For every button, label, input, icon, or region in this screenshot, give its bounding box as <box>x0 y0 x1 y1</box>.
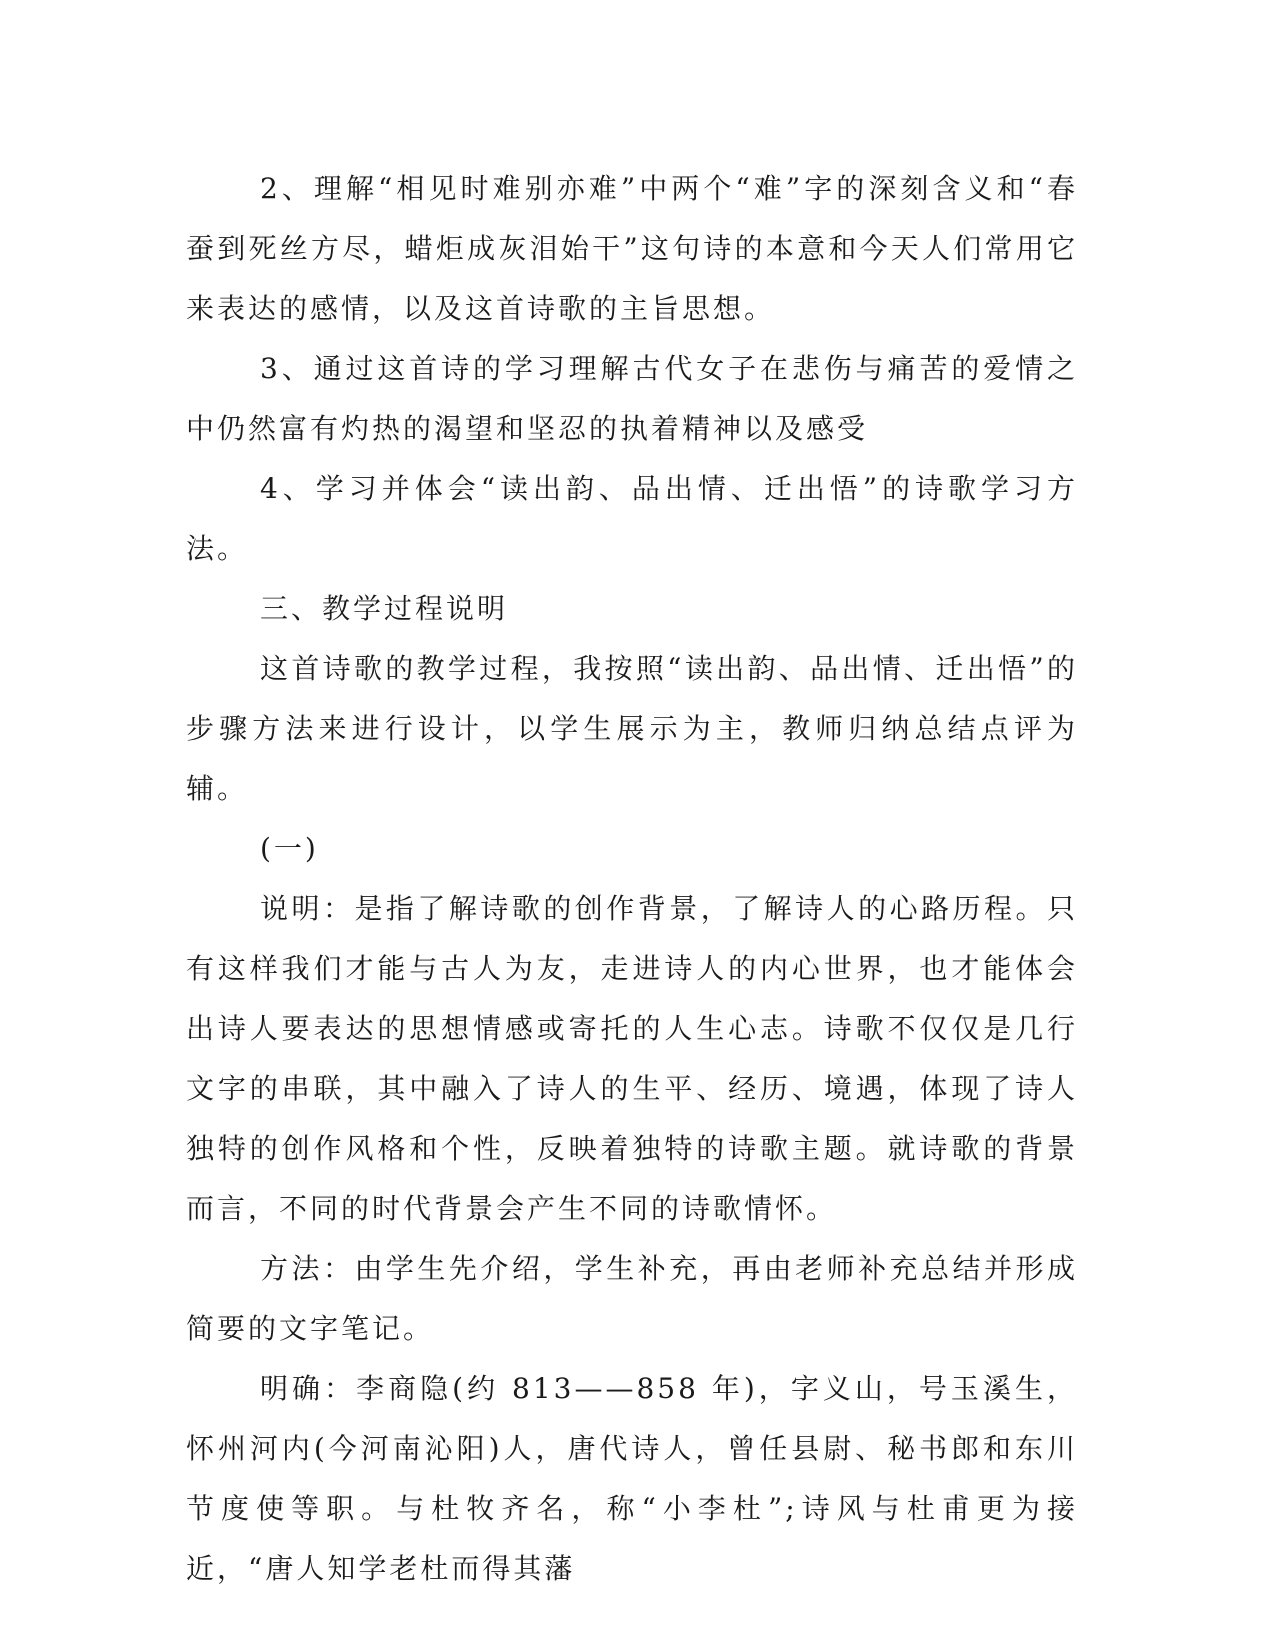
section-heading-teaching-process: 三、教学过程说明 <box>260 592 509 625</box>
paragraph-clarification: 明确：李商隐(约 813——858 年)，字义山，号玉溪生，怀州河内(今河南沁阳)人，唐代诗人，曾任县尉、秘书郎和东川节度使等职。与杜牧齐名，称“小李杜”;诗风与杜甫更为接近，“唐人知学老杜而得其藩 <box>186 1372 1078 1585</box>
paragraph-objective-2: 2、理解“相见时难别亦难”中两个“难”字的深刻含义和“春蚕到死丝方尽，蜡炬成灰泪始干”这句诗的本意和今天人们常用它来表达的感情，以及这首诗歌的主旨思想。 <box>186 172 1078 325</box>
paragraph-method: 方法：由学生先介绍，学生补充，再由老师补充总结并形成简要的文字笔记。 <box>186 1252 1078 1345</box>
paragraph-objective-4: 4、学习并体会“读出韵、品出情、迁出悟”的诗歌学习方法。 <box>186 472 1078 565</box>
subsection-heading-one: (一) <box>260 832 319 865</box>
paragraph-process-intro: 这首诗歌的教学过程，我按照“读出韵、品出情、迁出悟”的步骤方法来进行设计，以学生展示为主，教师归纳总结点评为辅。 <box>186 652 1078 805</box>
document-body <box>186 159 1078 1599</box>
paragraph-objective-3: 3、通过这首诗的学习理解古代女子在悲伤与痛苦的爱情之中仍然富有灼热的渴望和坚忍的执着精神以及感受 <box>186 352 1078 445</box>
paragraph-explanation: 说明：是指了解诗歌的创作背景，了解诗人的心路历程。只有这样我们才能与古人为友，走进诗人的内心世界，也才能体会出诗人要表达的思想情感或寄托的人生心志。诗歌不仅仅是几行文字的串联，其中融入了诗人的生平、经历、境遇，体现了诗人独特的创作风格和个性，反映着独特的诗歌主题。就诗歌的背景而言，不同的时代背景会产生不同的诗歌情怀。 <box>186 892 1078 1225</box>
